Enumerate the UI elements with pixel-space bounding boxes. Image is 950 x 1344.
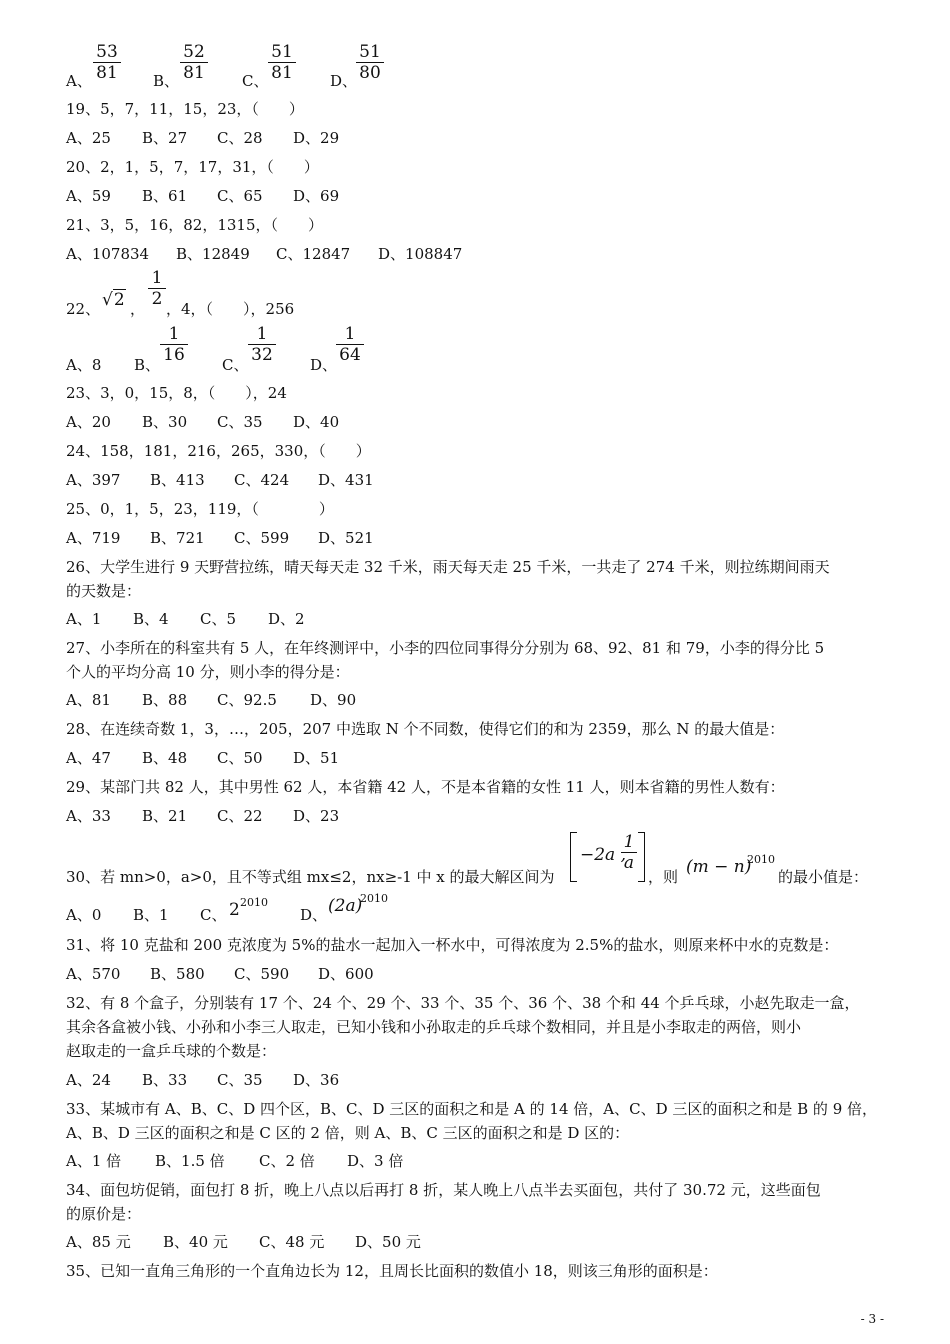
q30-option-b: B、1 (133, 906, 169, 924)
q31-option: A、570 (66, 965, 121, 983)
q25-option: A、719 (66, 529, 121, 547)
q28-stem: 28、在连续奇数 1，3，…，205，207 中选取 N 个不同数，使得它们的和为 2359，那么 N 的最大值是： (66, 720, 785, 738)
q35-stem: 35、已知一直角三角形的一个直角边长为 12，且周长比面积的数值小 18，则该三角形的面积是： (66, 1262, 718, 1280)
q22-option-b-fraction: 1 16 (160, 324, 188, 365)
q33-stem-cont: A、B、D 三区的面积之和是 C 区的 2 倍，则 A、B、C 三区的面积之和是 D 区的： (66, 1124, 630, 1142)
q30-option-d-label: D、 (300, 906, 328, 924)
q22-number: 22、 (66, 300, 101, 318)
q26-stem-cont: 的天数是： (66, 582, 142, 600)
q20-stem: 20、2，1，5，7，17，31，（ ） (66, 158, 319, 176)
q33-stem: 33、某城市有 A、B、C、D 四个区，B、C、D 三区的面积之和是 A 的 14 倍，A、C、D 三区的面积之和是 B 的 9 倍， (66, 1100, 878, 1118)
q23-option: D、40 (293, 413, 340, 431)
q34-option: A、85 元 (66, 1233, 131, 1251)
q27-option: C、92.5 (217, 691, 277, 709)
q20-option: D、69 (293, 187, 340, 205)
q28-option: A、47 (66, 749, 111, 767)
q29-option: D、23 (293, 807, 340, 825)
q25-option: C、599 (234, 529, 290, 547)
q25-option: D、521 (318, 529, 374, 547)
q21-option: C、12847 (276, 245, 351, 263)
q34-option: B、40 元 (163, 1233, 228, 1251)
q31-option: B、580 (150, 965, 205, 983)
q21-option: D、108847 (378, 245, 463, 263)
q22-sep: ， (130, 300, 146, 318)
q18-option-a-label: A、 (66, 72, 92, 90)
q18-option-d-label: D、 (330, 72, 358, 90)
q24-option: C、424 (234, 471, 290, 489)
q21-stem: 21、3，5，16，82，1315，（ ） (66, 216, 324, 234)
q34-option: C、48 元 (259, 1233, 325, 1251)
q28-option: C、50 (217, 749, 263, 767)
q23-option: A、20 (66, 413, 111, 431)
q22-half-fraction: 1 2 (148, 268, 166, 309)
q26-option: C、5 (200, 610, 237, 628)
q25-stem: 25、0，1，5，23，119，（ ） (66, 500, 334, 518)
q18-option-c-label: C、 (242, 72, 269, 90)
q32-option: C、35 (217, 1071, 263, 1089)
q33-option: B、1.5 倍 (155, 1152, 225, 1170)
q27-stem: 27、小李所在的科室共有 5 人，在年终测评中，小李的四位同事得分分别为 68、92、81 和 79，小李的得分比 5 (66, 639, 825, 657)
q32-option: B、33 (142, 1071, 188, 1089)
q24-option: A、397 (66, 471, 121, 489)
q28-option: D、51 (293, 749, 340, 767)
q29-option: A、33 (66, 807, 111, 825)
q19-option: A、25 (66, 129, 111, 147)
q29-option: C、22 (217, 807, 263, 825)
q30-power-exponent: 2010 (747, 853, 775, 866)
q30-option-c-exponent: 2010 (240, 896, 268, 909)
q26-option: A、1 (66, 610, 102, 628)
q30-option-c-label: C、 (200, 906, 227, 924)
q30-option-d-exponent: 2010 (360, 892, 388, 905)
q27-option: A、81 (66, 691, 111, 709)
q22-sqrt-arg: 2 (113, 290, 125, 310)
q34-option: D、50 元 (355, 1233, 421, 1251)
q23-stem: 23、3，0，15，8，（ ），24 (66, 384, 287, 402)
q30-option-a: A、0 (66, 906, 102, 924)
q19-option: C、28 (217, 129, 263, 147)
q32-stem: 32、有 8 个盒子，分别装有 17 个、24 个、29 个、33 个、35 个、36 个、38 个和 44 个乒乓球，小赵先取走一盒， (66, 994, 860, 1012)
q22-option-c-fraction: 1 32 (248, 324, 276, 365)
q21-option: A、107834 (66, 245, 150, 263)
q22-sqrt: √2 (102, 290, 125, 310)
q31-stem: 31、将 10 克盐和 200 克浓度为 5%的盐水一起加入一杯水中，可得浓度为 2.5%的盐水，则原来杯中水的克数是： (66, 936, 839, 954)
q19-option: D、29 (293, 129, 340, 147)
q30-stem-a: 30、若 mn>0，a>0，且不等式组 mx≤2，nx≥-1 中 x 的最大解区间为 (66, 868, 555, 886)
q27-option: D、90 (310, 691, 357, 709)
q33-option: A、1 倍 (66, 1152, 122, 1170)
q22-option-d-label: D、 (310, 356, 338, 374)
q26-stem: 26、大学生进行 9 天野营拉练，晴天每天走 32 千米，雨天每天走 25 千米，一共走了 274 千米，则拉练期间雨天 (66, 558, 830, 576)
q22-option-b-label: B、 (134, 356, 161, 374)
q22-option-d-fraction: 1 64 (336, 324, 364, 365)
q25-option: B、721 (150, 529, 205, 547)
q27-option: B、88 (142, 691, 188, 709)
q23-option: B、30 (142, 413, 188, 431)
q30-interval-fraction: 1 a (621, 832, 637, 873)
q24-option: D、431 (318, 471, 374, 489)
q24-stem: 24、158，181，216，265，330，（ ） (66, 442, 371, 460)
q19-option: B、27 (142, 129, 188, 147)
q26-option: B、4 (133, 610, 169, 628)
q30-power-base: (m − n) (686, 857, 752, 877)
q30-stem-b: ，则 (648, 868, 679, 886)
q26-option: D、2 (268, 610, 305, 628)
q18-option-b-fraction: 52 81 (180, 42, 208, 83)
q30-right-bracket (638, 832, 645, 882)
q33-option: D、3 倍 (347, 1152, 404, 1170)
q29-option: B、21 (142, 807, 188, 825)
q22-rest: ，4，（ ），256 (166, 300, 295, 318)
q20-option: C、65 (217, 187, 263, 205)
q34-stem-cont: 的原价是： (66, 1205, 142, 1223)
q18-option-c-fraction: 51 81 (268, 42, 296, 83)
q34-stem: 34、面包坊促销，面包打 8 折，晚上八点以后再打 8 折，某人晚上八点半去买面包，共付了 30.72 元，这些面包 (66, 1181, 821, 1199)
q32-option: D、36 (293, 1071, 340, 1089)
q32-option: A、24 (66, 1071, 111, 1089)
q21-option: B、12849 (176, 245, 250, 263)
q30-left-bracket (570, 832, 577, 882)
q30-option-d-base: (2a) (328, 896, 363, 916)
q30-option-c-base: 2 (229, 900, 240, 920)
q24-option: B、413 (150, 471, 205, 489)
q30-stem-c: 的最小值是： (778, 868, 869, 886)
q31-option: C、590 (234, 965, 290, 983)
q22-option-c-label: C、 (222, 356, 249, 374)
q18-option-b-label: B、 (153, 72, 180, 90)
page-number: - 3 - (860, 1312, 884, 1326)
q31-option: D、600 (318, 965, 374, 983)
q32-stem-cont: 其余各盒被小钱、小孙和小李三人取走，已知小钱和小孙取走的乒乓球个数相同，并且是小李取走的两倍，则小 (66, 1018, 802, 1036)
q19-stem: 19、5，7，11，15，23，（ ） (66, 100, 304, 118)
q23-option: C、35 (217, 413, 263, 431)
q30-interval-left: −2a , (580, 845, 627, 865)
q18-option-a-fraction: 53 81 (93, 42, 121, 83)
q32-stem-cont: 赵取走的一盒乒乓球的个数是： (66, 1042, 277, 1060)
q33-option: C、2 倍 (259, 1152, 315, 1170)
q20-option: A、59 (66, 187, 111, 205)
q27-stem-cont: 个人的平均分高 10 分，则小李的得分是： (66, 663, 350, 681)
q28-option: B、48 (142, 749, 188, 767)
q20-option: B、61 (142, 187, 188, 205)
q22-option-a: A、8 (66, 356, 102, 374)
q29-stem: 29、某部门共 82 人，其中男性 62 人，本省籍 42 人，不是本省籍的女性 11 人，则本省籍的男性人数有： (66, 778, 785, 796)
q18-option-d-fraction: 51 80 (356, 42, 384, 83)
